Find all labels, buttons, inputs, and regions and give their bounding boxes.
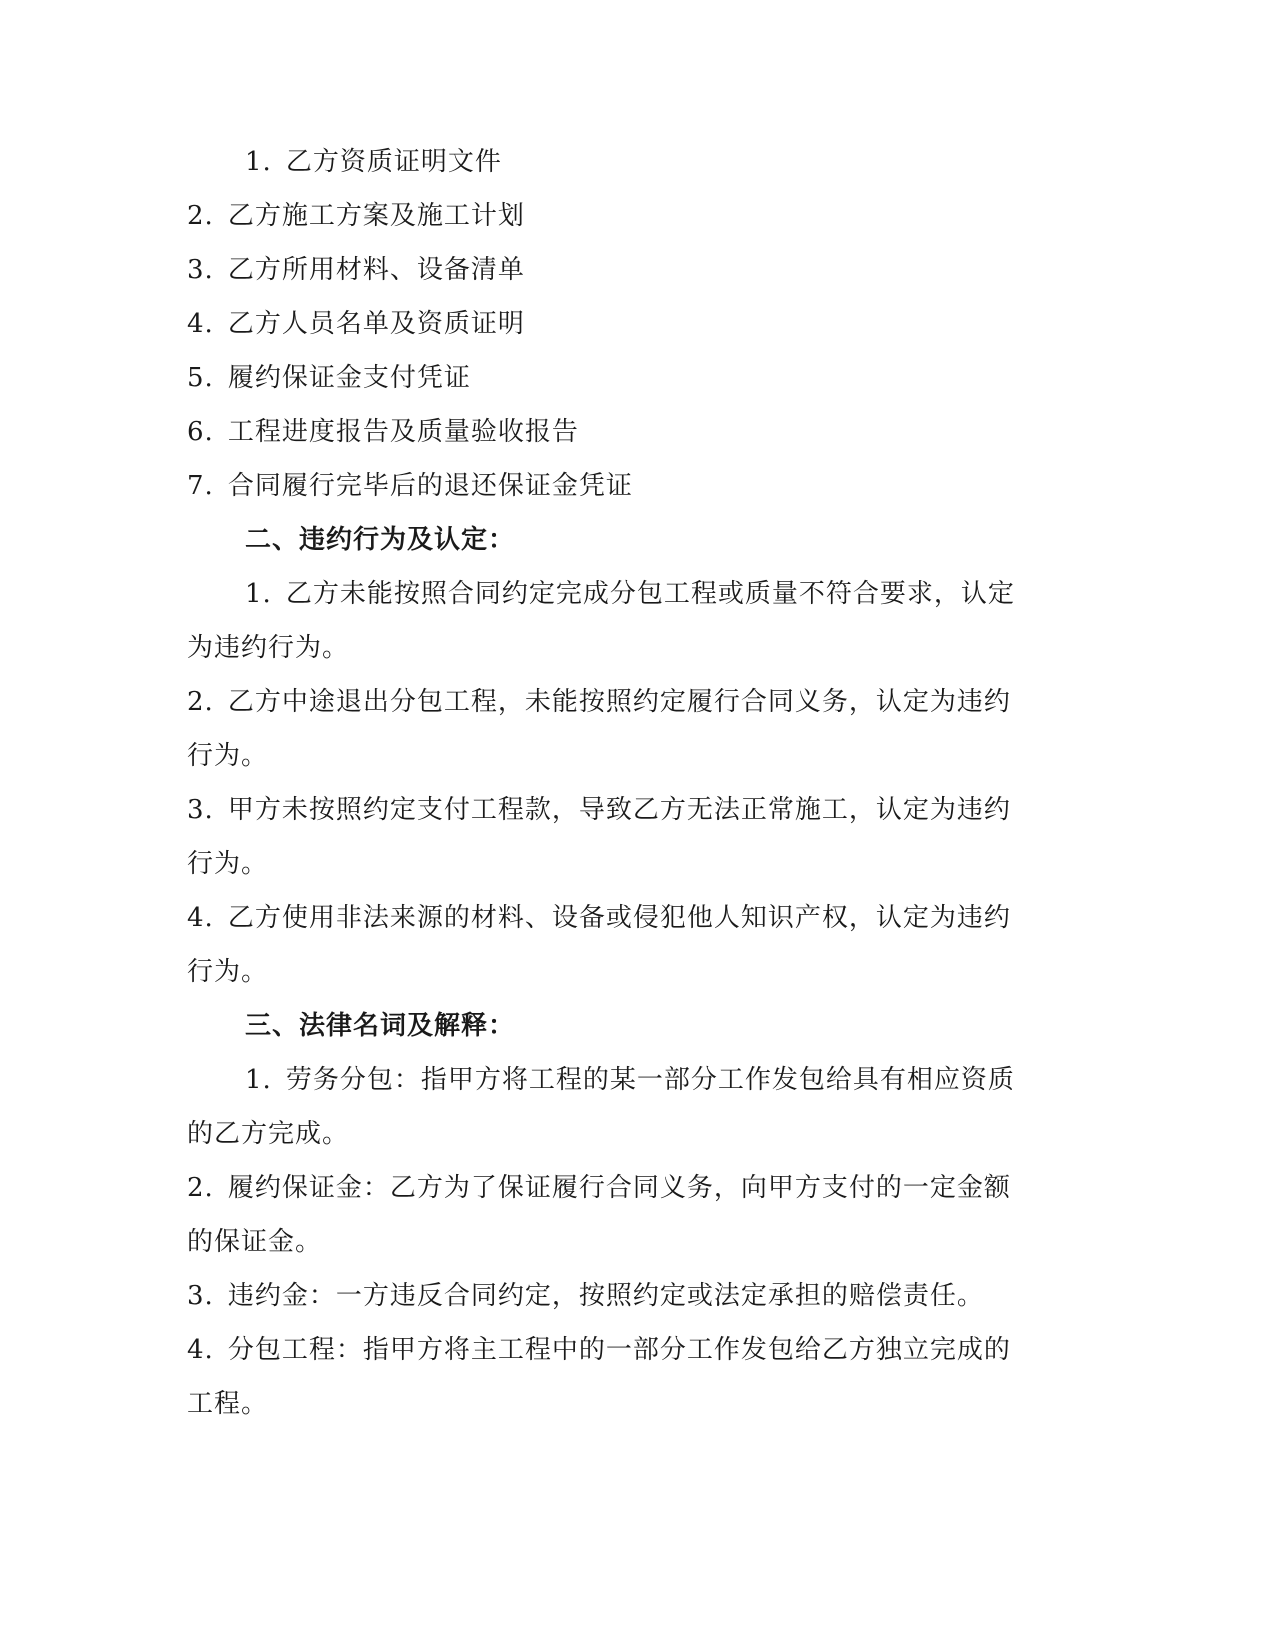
list-item: 1. 乙方资质证明文件: [245, 147, 502, 177]
clause-continuation: 行为。: [187, 849, 269, 879]
list-item: 6. 工程进度报告及质量验收报告: [187, 417, 579, 447]
clause-line: 4. 乙方使用非法来源的材料、设备或侵犯他人知识产权，认定为违约: [187, 903, 1011, 933]
list-item: 2. 乙方施工方案及施工计划: [187, 201, 525, 231]
clause-continuation: 行为。: [187, 957, 269, 987]
clause-continuation: 的保证金。: [187, 1227, 323, 1257]
clause-line: 2. 乙方中途退出分包工程，未能按照约定履行合同义务，认定为违约: [187, 687, 1011, 717]
clause-continuation: 的乙方完成。: [187, 1119, 350, 1149]
list-item: 3. 乙方所用材料、设备清单: [187, 255, 525, 285]
clause-line: 4. 分包工程：指甲方将主工程中的一部分工作发包给乙方独立完成的: [187, 1335, 1011, 1365]
list-item: 5. 履约保证金支付凭证: [187, 363, 471, 393]
section-heading: 二、违约行为及认定：: [245, 525, 516, 555]
clause-line: 1. 乙方未能按照合同约定完成分包工程或质量不符合要求，认定: [245, 579, 1015, 609]
clause-line: 3. 甲方未按照约定支付工程款，导致乙方无法正常施工，认定为违约: [187, 795, 1011, 825]
clause-line: 1. 劳务分包：指甲方将工程的某一部分工作发包给具有相应资质: [245, 1065, 1015, 1095]
clause-line: 3. 违约金：一方违反合同约定，按照约定或法定承担的赔偿责任。: [187, 1281, 984, 1311]
list-item: 4. 乙方人员名单及资质证明: [187, 309, 525, 339]
list-item: 7. 合同履行完毕后的退还保证金凭证: [187, 471, 633, 501]
section-heading: 三、法律名词及解释：: [245, 1011, 516, 1041]
clause-continuation: 行为。: [187, 741, 269, 771]
clause-continuation: 为违约行为。: [187, 633, 350, 663]
clause-line: 2. 履约保证金：乙方为了保证履行合同义务，向甲方支付的一定金额: [187, 1173, 1011, 1203]
clause-continuation: 工程。: [187, 1389, 269, 1419]
